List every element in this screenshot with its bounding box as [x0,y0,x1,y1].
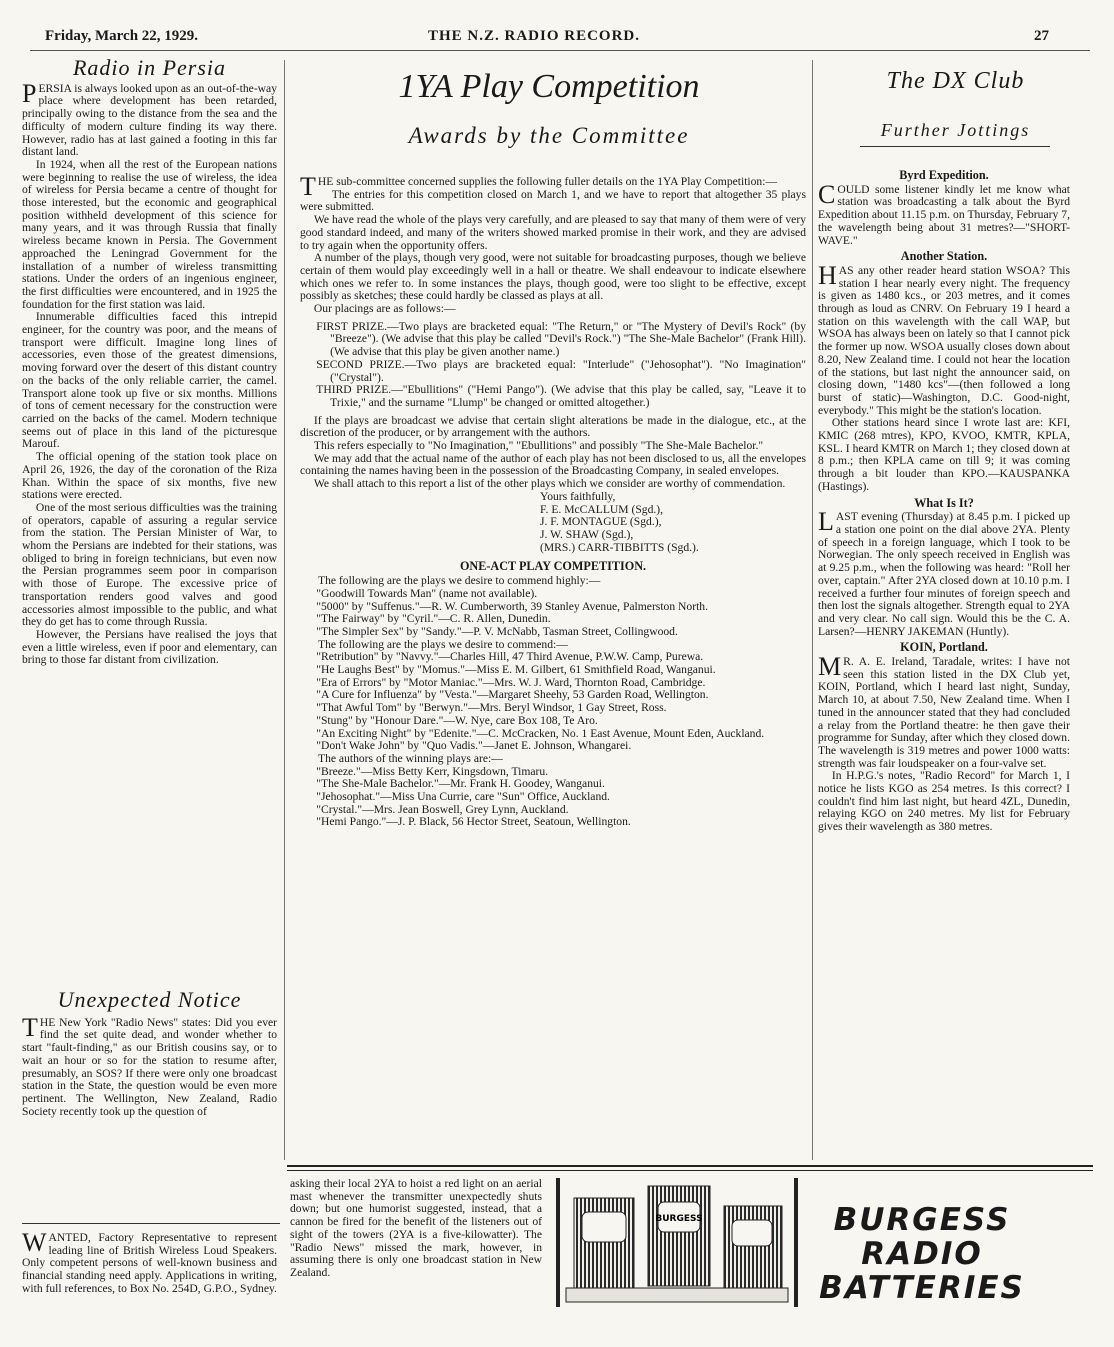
persia-paragraph: However, the Persians have realised the joys that even a little wireless, even if poor and elementary, can bring to those far distant from civilization. [22,627,277,667]
byrd-dropcap: C [818,179,836,209]
commend-entry: "A Cure for Influenza" by "Vesta."—Margaret Sheehy, 53 Garden Road, Wellington. [316,688,709,702]
author-entry: "Breeze."—Miss Betty Kerr, Kingsdown, Timaru. [316,764,549,778]
notice-title: Unexpected Notice [57,987,242,1012]
koin-heading: KOIN, Portland. [900,640,988,655]
author-entry: "Crystal."—Mrs. Jean Boswell, Grey Lynn, Auckland. [316,802,569,816]
persia-title: Radio in Persia [72,55,227,80]
battery-right [724,1206,782,1290]
dx-article [818,166,1070,834]
persia-article [22,55,277,667]
highly-intro: The following are the plays we desire to commend highly:— [318,574,601,588]
play-paragraph: A number of the plays, though very good, were not suitable for broadcasting purposes, though we believe certain of them would play exceedingly well in a hall or theatre. We shall endeavour to indicate elsewhere which ones we refer to. In some instances the plays, though good, were too slight to be effective, except possibly as sketches; these could hardly be classed as plays at all. [300,251,806,303]
signature: F. E. McCALLUM (Sgd.), [540,502,664,516]
notice-text: HE New York "Radio News" states: Did you ever find the set quite dead, and wonder whether to start "fault-finding," as our British cousins say, or to wait an hour or so for the station to resume after, presumably, an SOS? If there were only one broadcast station in the State, the question would be even more pertinent. The Wellington, New Zealand, Radio Society recently took up the question of [22,1015,277,1118]
commend-entry: "Era of Errors" by "Motor Maniac."—Mrs. W. J. Ward, Thornton Road, Cambridge. [316,675,706,689]
battery-center [648,1186,710,1286]
header-rule [30,50,1090,51]
play-article [300,172,806,829]
play-dropcap: T [300,172,316,201]
wanted-advert [22,1228,277,1296]
signature: J. F. MONTAGUE (Sgd.), [540,515,662,529]
koin-text-2: In H.P.G.'s notes, "Radio Record" for March 1, I notice he lists KGO as 254 metres. Is this correct? I couldn't find him last night, but heard 4ZL, Dunedin, relaying KGO on 240 metres. My list for February gives their wavelength as 380 metres. [818,769,1070,834]
byrd-text: OULD some listener kindly let me know what station was broadcasting a talk about the Byrd Expedition about 11.15 p.m. on Thursday, February 7, the wavelength being about 31 metres?—"SHORT-WAVE." [818,182,1070,247]
persia-paragraph: ERSIA is always looked upon as an out-of-the-way place where development has been retarded, principally owing to the distance from the sea and the difficulty of modern culture finding its way there. However, radio has at last gained a footing in this far distant land. [22,81,277,159]
authors-intro: The authors of the winning plays are:— [318,751,503,765]
dx-title: The DX Club [886,68,1025,94]
commend-entry: "Retribution" by "Navvy."—Charles Hill, 47 Third Avenue, P.W.W. Camp, Purewa. [316,650,704,664]
notice-continued [290,1178,542,1280]
play-paragraph: This refers especially to "No Imagination," "Ebullitions" and possibly "The She-Male Bachelor." [313,439,764,453]
koin-dropcap: M [818,652,842,682]
persia-paragraph: In 1924, when all the rest of the European nations were beginning to realise the use of wireless, the idea of wireless for Persia became a centre of thought for those interested, but the economic and geographical position withheld development of this science for many years, and it was through Russia that finally wireless became known in Persia. The Government approached the Leningrad Government for the installation of a number of wireless transmitting stations. Under the orders of an ingenious engineer, the first difficulties were encountered, and in 1925 the foundation for the first station was laid. [22,157,277,311]
third-prize: THIRD PRIZE.—"Ebullitions" ("Hemi Pango"). (We advise that this play be called, say, "Leave it to Trixie," and the surname "Llump" be changed or omitted altogether.) [316,383,806,409]
persia-paragraph: The official opening of the station took place on April 26, 1926, the day of the coronation of the Riza Khan. Within the space of six months, five new stations were erected. [22,450,277,502]
burgess-ad-text [812,1203,1032,1305]
dx-subtitle: Further Jottings [880,120,1031,140]
page-number: 27 [1034,28,1049,44]
second-prize: SECOND PRIZE.—Two plays are bracketed equal: "Interlude" ("Jehosophat"). "No Imagination" ("Crystal"). [316,357,806,384]
commend-entry: "That Awful Tom" by "Berwyn."—Mrs. Beryl Windsor, 1 Gay Street, Ross. [316,701,667,715]
what-text: AST evening (Thursday) at 8.45 p.m. I picked up a station one point on the dial above 2YA. Plenty of speech in a foreign language, which I took to be Norwegian. The only speech received in English was at 9.25 p.m., when the following was heard: "Roll her over, captain." After 2YA closed down at 10.10 p.m. I received a further four minutes of foreign speech and then lost the signals altogether. Strength equal to 2YA and very clear. No call sign. Would this be the C. A. Larsen?—HENRY JAKEMAN (Huntly). [818,510,1070,638]
highly-entry: "Goodwill Towards Man" (name not available). [316,586,538,600]
author-entry: "Jehosophat."—Miss Una Currie, care "Sun" Office, Auckland. [316,790,610,804]
commend-entry: "He Laughs Best" by "Momus."—Miss E. M. Gilbert, 61 Smithfield Road, Wanganui. [316,663,716,677]
byrd-heading: Byrd Expedition. [899,168,989,182]
dx-title-rule [860,146,1050,147]
notice-dropcap: T [22,1012,38,1042]
ad-line-2: RADIO [861,1236,983,1272]
wanted-dropcap: W [22,1228,47,1257]
play-title: 1YA Play Competition [398,68,700,105]
what-dropcap: L [818,507,834,537]
highly-entry: "The Fairway" by "Cyril."—C. R. Allen, Dunedin. [316,612,551,626]
issue-date: Friday, March 22, 1929. [45,28,199,44]
another-text-2: Other stations heard since I wrote last are: KFI, KMIC (268 mtres), KPO, KVOO, KMTR, KPLA, KSL. I heard KMTR on March 1; they closed down at 8 p.m.; then KPLA came on till 9; it was coming through a bit louder than KPO.—KAUSPANKA (Hastings). [818,416,1070,493]
commend-entry: "Stung" by "Honour Dare."—W. Nye, care Box 108, Te Aro. [316,713,598,727]
another-dropcap: H [818,260,837,290]
play-intro: HE sub-committee concerned supplies the following fuller details on the 1YA Play Competition:— [317,175,778,188]
another-heading: Another Station. [900,249,988,264]
signature: J. W. SHAW (Sgd.), [540,527,634,541]
koin-text: R. A. E. Ireland, Taradale, writes: I have not seen this station listed in the DX Club yet, KOIN, Portland, which I heard last night, Sunday, March 10, at about 7.50, New Zealand time. When I tuned in the announcer stated that they had concluded a relay from the Portland theatre: he then gave their programme for Sunday, after which they closed down. The wavelength is 319 metres and power 1000 watts: strength was fair loudspeaker on a four-valve set. [818,655,1070,770]
one-act-heading: ONE-ACT PLAY COMPETITION. [459,559,647,574]
wanted-rule [22,1223,280,1224]
bottom-band-rule [287,1165,1093,1167]
persia-dropcap: P [22,78,37,108]
highly-entry: "The Simpler Sex" by "Sandy."—P. V. McNabb, Tasman Street, Collingwood. [316,624,678,638]
wanted-text: ANTED, Factory Representative to represent leading line of British Wireless Loud Speakers. Only competent persons of well-known business and financial standing need apply. Applications in writing, with full references, to Box No. 254D, G.P.O., Sydney. [22,1231,277,1295]
play-paragraph: The entries for this competition closed on March 1, and we have to report that altogether 35 plays were submitted. [300,187,806,214]
play-paragraph: If the plays are broadcast we advise that certain slight alterations be made in the dialogue, etc., at the discretion of the producer, or by arrangement with the authors. [300,413,806,440]
bottom-band-rule-2 [287,1170,1093,1171]
play-subtitle: Awards by the Committee [408,123,690,148]
ad-line-3: BATTERIES [819,1270,1025,1306]
play-paragraph: We may add that the actual name of the author of each play has not been disclosed to us, all the envelopes containing the names having been in the possession of the Broadcasting Company, in sealed envelopes. [300,451,806,478]
persia-paragraph: One of the most serious difficulties was the training of operators, capable of assuring a regular service from the station. The Persian Minister of War, to whom the Persians are indebted for their stations, was obliged to bring in foreign technicians, but even now the Persian programmes seem poor in comparison with those of Europe. The excessive price of transportation renders good valves and good accessories almost impossible to the public, and what they do get has to come through Russia. [22,500,277,629]
notice-continuation: asking their local 2YA to hoist a red light on an aerial mast whenever the transmitter unexpectedly shuts down; but one humorist suggested, instead, that a cannon be fired for the benefit of the listeners out of sight of the towers (2YA is a five-kilowatter). The "Radio News" missed the mark, however, in assuming there is only one broadcast station in New Zealand. [290,1177,542,1279]
play-paragraph: Our placings are as follows:— [313,302,456,316]
battery-left [574,1198,634,1288]
play-paragraph: We shall attach to this report a list of the other plays which we consider are worthy of commendation. [313,477,786,491]
commend-entry: "Don't Wake John" by "Quo Vadis."—Janet E. Johnson, Whangarei. [316,739,632,753]
persia-paragraph: Innumerable difficulties faced this intrepid engineer, for the country was poor, and the means of transport were difficult. Imagine long lines of accessories, even those of the greatest dimensions, moving forward over the desert of this distant country on the backs of the only reliable carrier, the camel. Transport alone took up five or six months. Millions of tons of cement necessary for the construction were carried on the backs of the camel. Modern technique seems out of place in this land of the picturesque Marouf. [22,310,277,451]
column-rule-left [284,60,285,1160]
column-rule-right [812,60,813,1160]
battery-illustration [552,1176,802,1309]
signature: Yours faithfully, [540,489,616,503]
author-entry: "Hemi Pango."—J. P. Black, 56 Hector Street, Seatoun, Wellington. [316,815,631,829]
commend-entry: "An Exciting Night" by "Edenite."—C. McCracken, No. 1 East Avenue, Mount Eden, Auckland. [316,726,765,740]
ad-line-1: BURGESS [833,1202,1011,1238]
notice-article [22,987,277,1118]
another-text: AS any other reader heard station WSOA? This station I hear nearly every night. The frequency is given as 1480 kcs., or 203 metres, and it comes through as loud as CNRV. On February 19 I heard a station on this wavelength with the call WAP, but WSOA has always been on lately so that I cannot pick the former up now. WSOA usually closes down about 8.20, New Zealand time. I could not hear the location of the stations, but last night the announcer said, on closing down, "1480 kcs"—(then followed a long burst of static)—Washington, D.C. Good-night, everybody." This might be the station's location. [818,263,1070,417]
commend-intro: The following are the plays we desire to commend:— [318,637,568,651]
highly-entry: "5000" by "Suffenus."—R. W. Cumberworth, 39 Stanley Avenue, Palmerston North. [316,599,708,613]
play-paragraph: We have read the whole of the plays very carefully, and are pleased to say that many of them were of very good standard indeed, and many of the writers showed marked promise in their work, and they are advised to try again when the opportunity offers. [300,213,806,252]
masthead: THE N.Z. RADIO RECORD. [428,28,641,44]
author-entry: "The She-Male Bachelor."—Mr. Frank H. Goodey, Wanganui. [316,777,605,791]
battery-label: BURGESS [655,1214,703,1224]
first-prize: FIRST PRIZE.—Two plays are bracketed equal: "The Return," or "The Mystery of Devil's Rock" (by "Breeze"). (We advise that this play be called "Devil's Rock.") "The She-Male Bachelor" (Frank Hill). (We advise that this play be given another name.) [316,319,806,359]
what-heading: What Is It? [914,495,974,510]
signature: (MRS.) CARR-TIBBITTS (Sgd.). [540,540,699,554]
